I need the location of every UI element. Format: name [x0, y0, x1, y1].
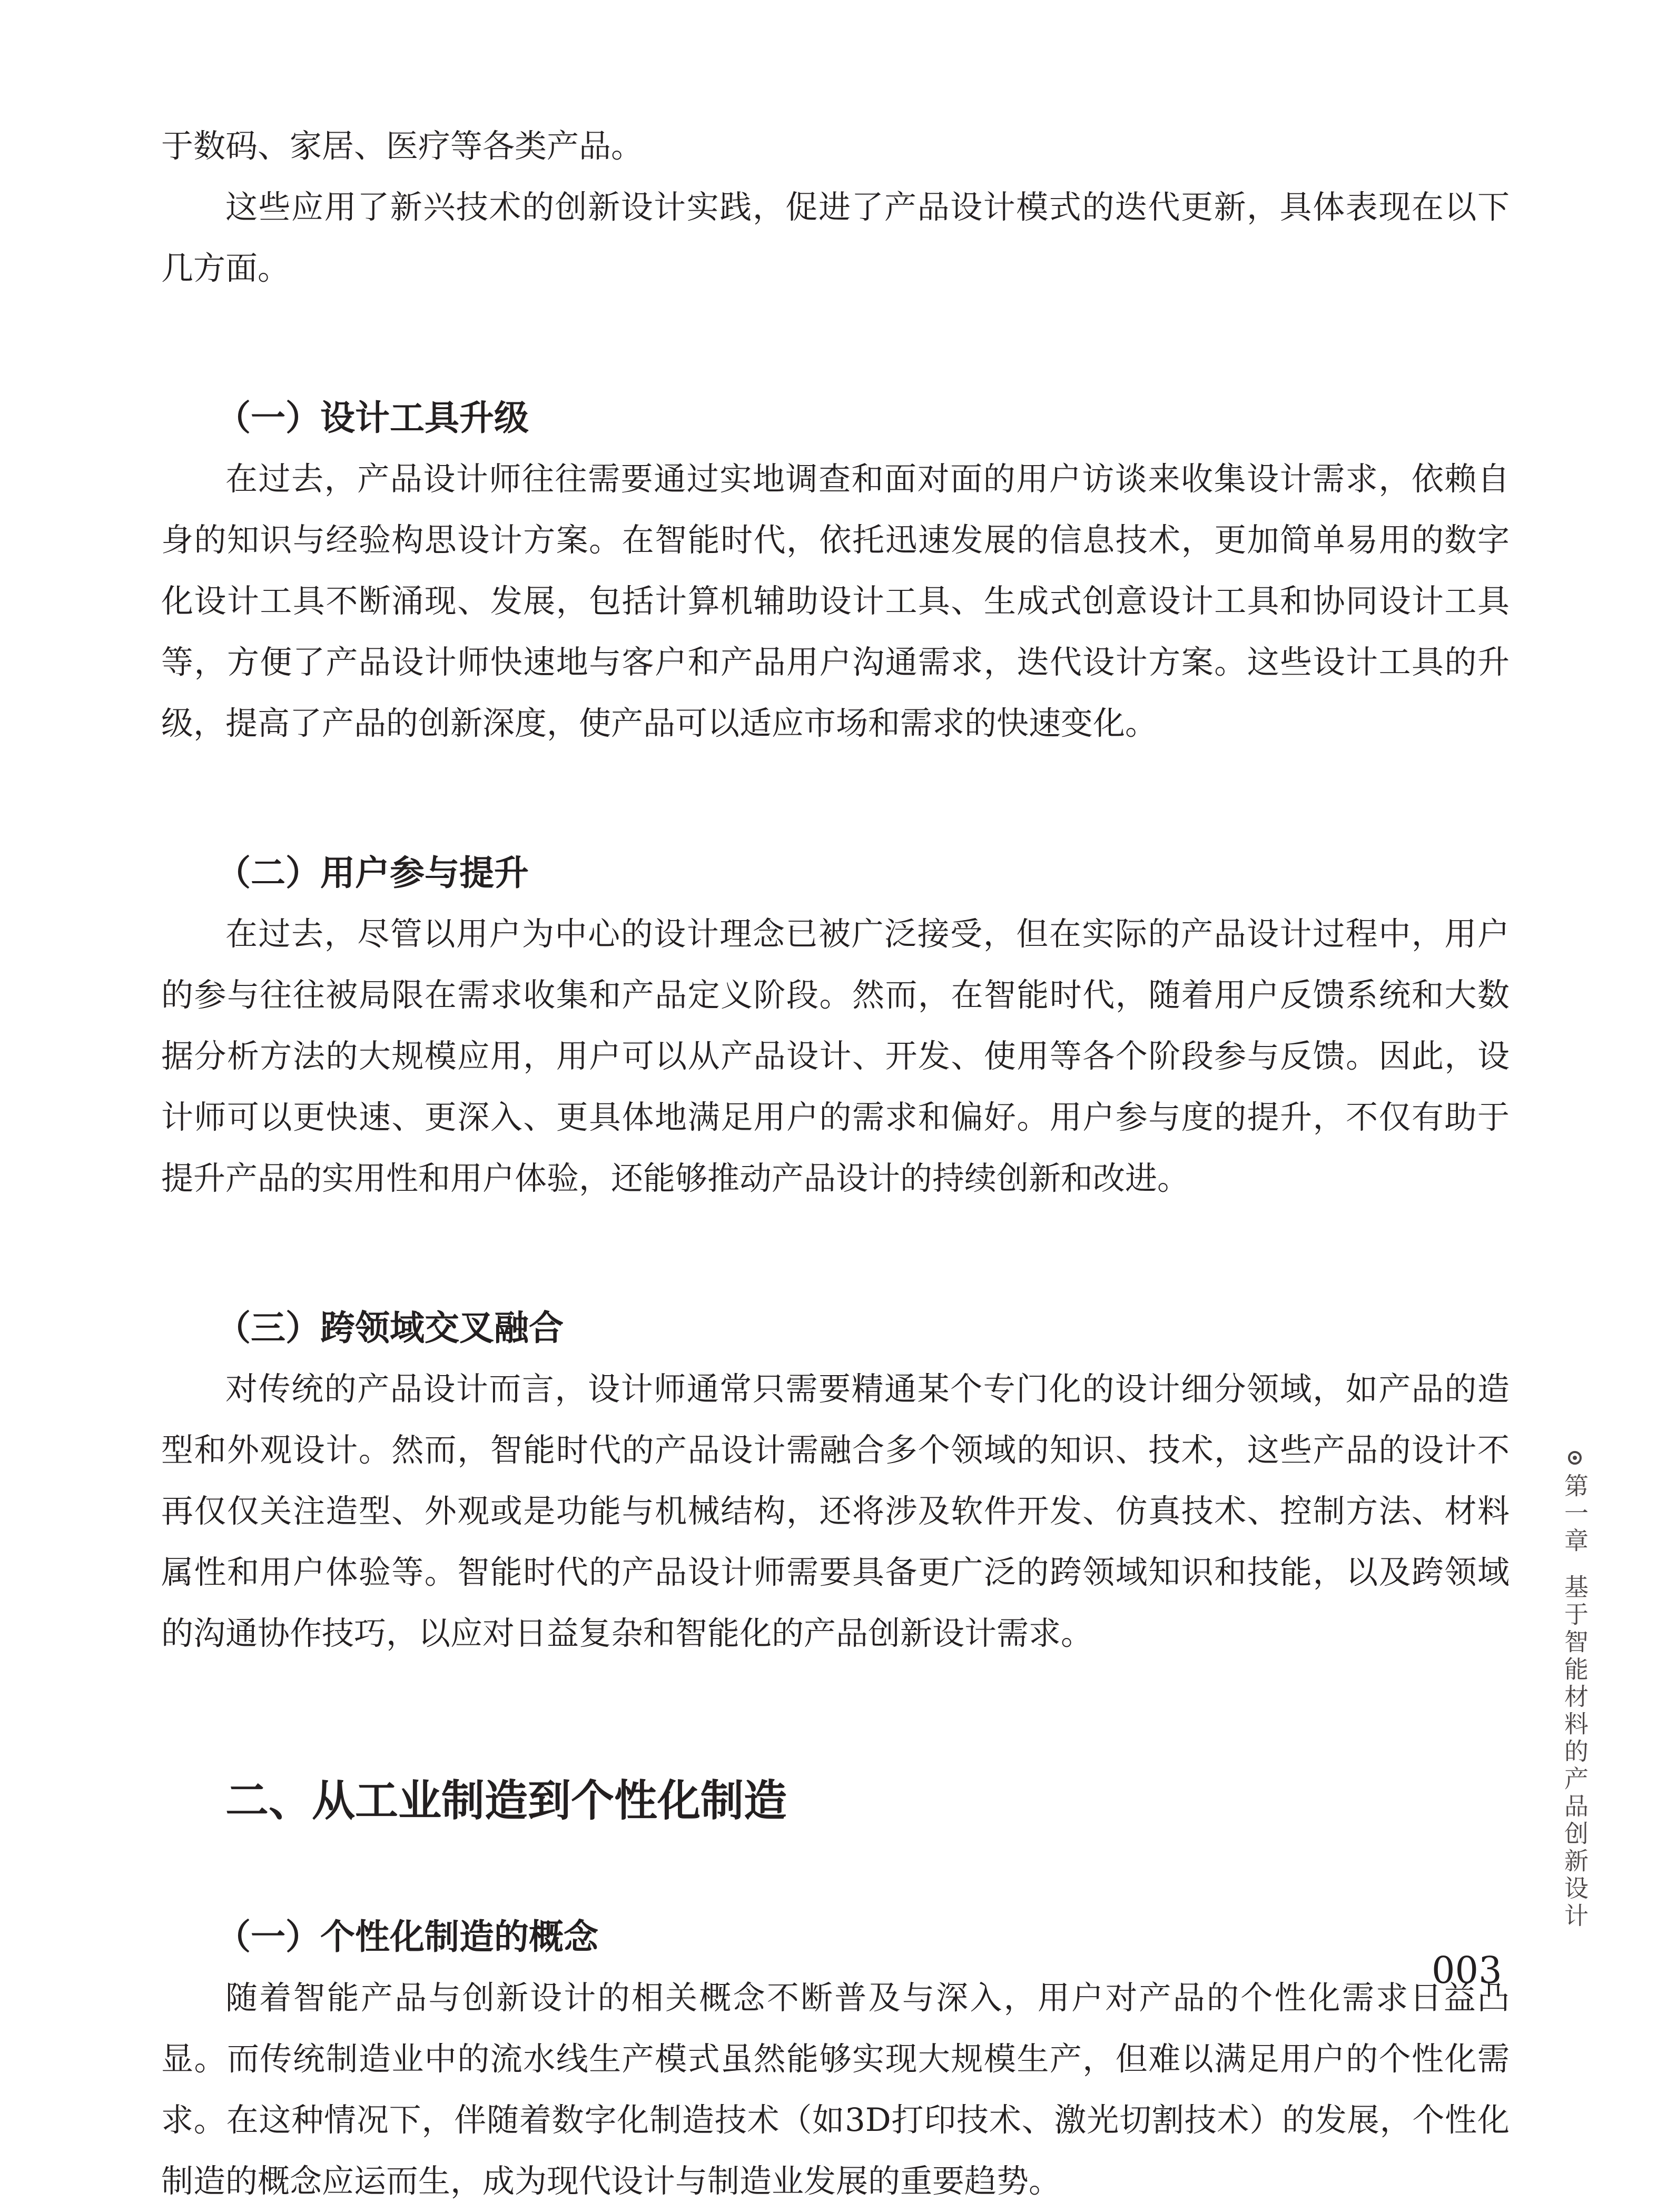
subsection-paragraph-personalized-concept: 随着智能产品与创新设计的相关概念不断普及与深入，用户对产品的个性化需求日益凸显。而传统制造业中的流水线生产模式虽然能够实现大规模生产，但难以满足用户的个性化需求。在这种情况下，伴随着数字化制造技术（如3D打印技术、激光切割技术）的发展，个性化制造的概念应运而生，成为现代设计与制造业发展的重要趋势。	[161, 1979, 1510, 2200]
subsection-paragraph-design-tools: 在过去，产品设计师往往需要通过实地调查和面对面的用户访谈来收集设计需求，依赖自身的知识与经验构思设计方案。在智能时代，依托迅速发展的信息技术，更加简单易用的数字化设计工具不断涌现、发展，包括计算机辅助设计工具、生成式创意设计工具和协同设计工具等，方便了产品设计师快速地与客户和产品用户沟通需求，迭代设计方案。这些设计工具的升级，提高了产品的创新深度，使产品可以适应市场和需求的快速变化。	[161, 460, 1510, 742]
subsection-heading-cross-domain: （三）跨领域交叉融合	[216, 1308, 564, 1348]
bullet-circle-icon	[1568, 1451, 1582, 1465]
subsection-heading-personalized-concept: （一）个性化制造的概念	[216, 1917, 598, 1957]
subsection-heading-user-participation: （二）用户参与提升	[216, 853, 529, 893]
running-head	[1556, 1451, 1593, 1930]
section-heading-personalized-manufacturing: 二、从工业制造到个性化制造	[225, 1776, 787, 1826]
running-head-title: 基于智能材料的产品创新设计	[1561, 1574, 1589, 1930]
running-head-chapter: 第一章	[1561, 1473, 1589, 1555]
page-body	[161, 116, 1510, 2212]
intro-paragraph: 这些应用了新兴技术的创新设计实践，促进了产品设计模式的迭代更新，具体表现在以下几方面。	[161, 189, 1510, 287]
intro-continuation: 于数码、家居、医疗等各类产品。	[161, 127, 644, 165]
subsection-paragraph-user-participation: 在过去，尽管以用户为中心的设计理念已被广泛接受，但在实际的产品设计过程中，用户的参与往往被局限在需求收集和产品定义阶段。然而，在智能时代，随着用户反馈系统和大数据分析方法的大规模应用，用户可以从产品设计、开发、使用等各个阶段参与反馈。因此，设计师可以更快速、更深入、更具体地满足用户的需求和偏好。用户参与度的提升，不仅有助于提升产品的实用性和用户体验，还能够推动产品设计的持续创新和改进。	[161, 915, 1510, 1197]
page-number: 003	[1432, 1949, 1502, 1992]
subsection-paragraph-cross-domain: 对传统的产品设计而言，设计师通常只需要精通某个专门化的设计细分领域，如产品的造型和外观设计。然而，智能时代的产品设计需融合多个领域的知识、技术，这些产品的设计不再仅仅关注造型、外观或是功能与机械结构，还将涉及软件开发、仿真技术、控制方法、材料属性和用户体验等。智能时代的产品设计师需要具备更广泛的跨领域知识和技能，以及跨领域的沟通协作技巧，以应对日益复杂和智能化的产品创新设计需求。	[161, 1370, 1510, 1652]
subsection-heading-design-tools: （一）设计工具升级	[216, 398, 529, 438]
